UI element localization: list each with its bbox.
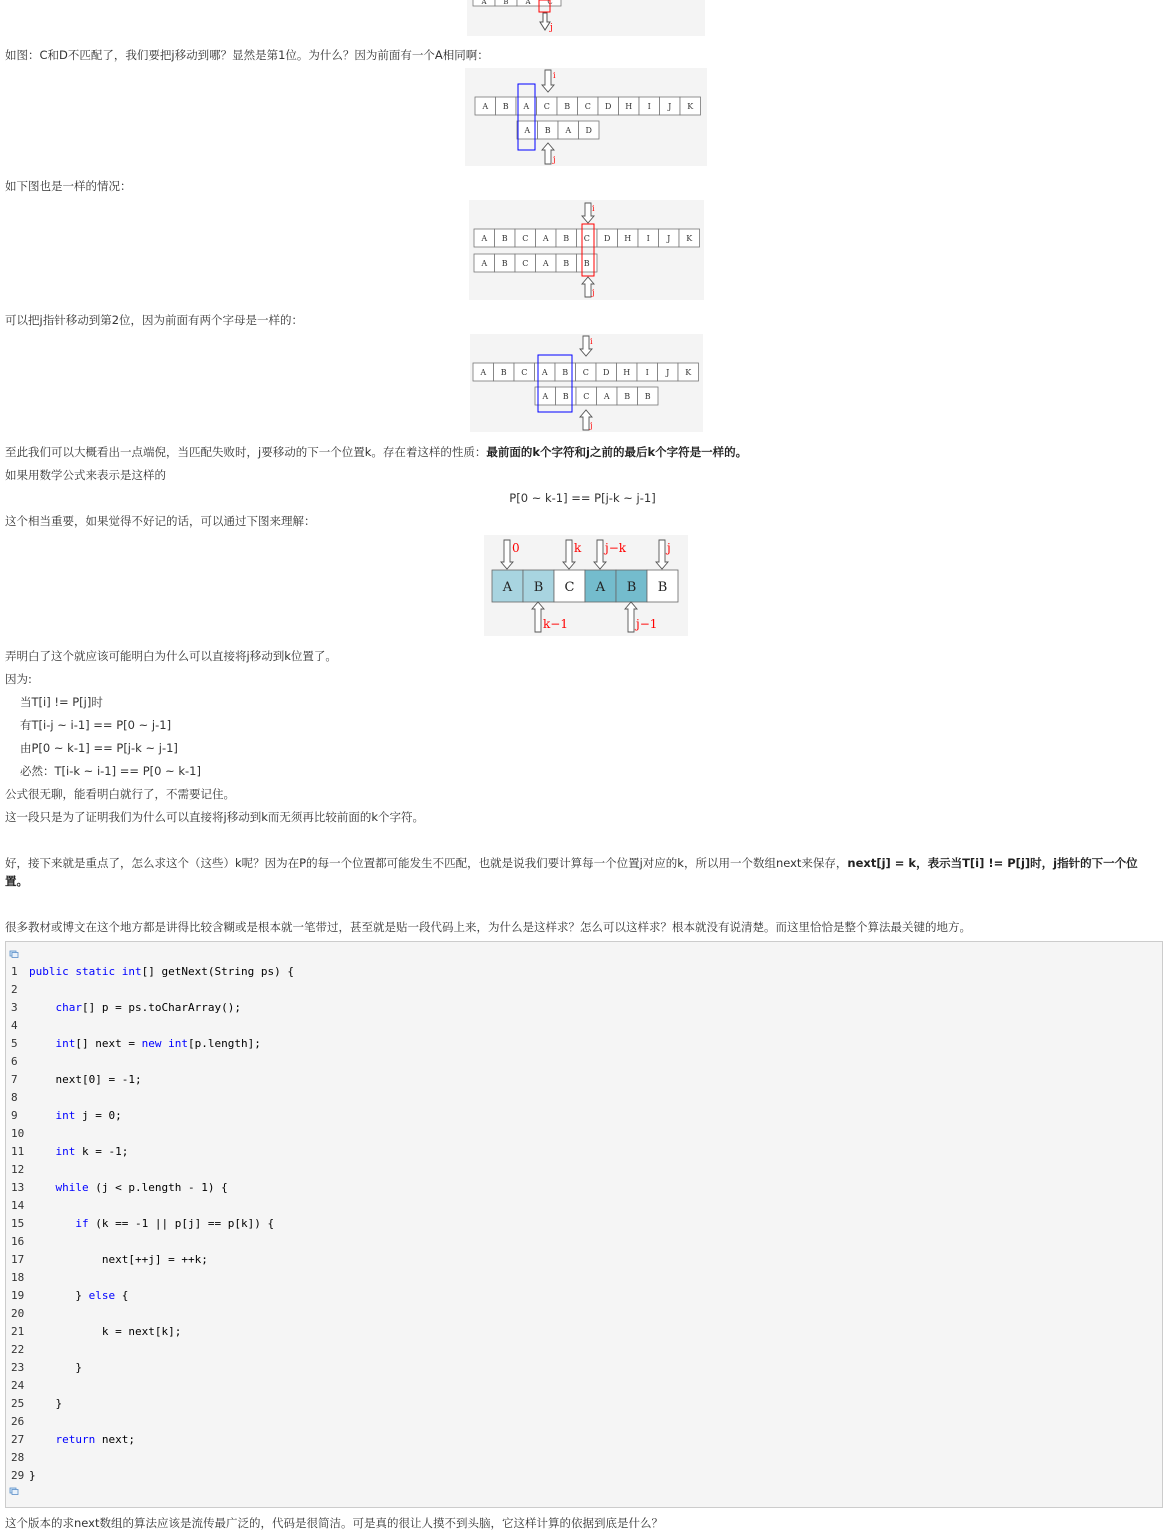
fig3-text-letter-8: I bbox=[645, 368, 649, 377]
fig1-pattern-letter-3: D bbox=[585, 126, 592, 135]
paragraph-7: 弄明白了这个就应该可能明白为什么可以直接将j移动到k位置了。 bbox=[5, 649, 337, 663]
code-line bbox=[11, 1107, 122, 1125]
fig2-pattern-letter-1: B bbox=[501, 259, 508, 268]
code-text: public static int[] getNext(String ps) { bbox=[29, 965, 294, 978]
line-number: 23 bbox=[11, 1361, 25, 1374]
line-number: 17 bbox=[11, 1253, 25, 1266]
fig4-top-label-1: k bbox=[574, 541, 582, 555]
fig1-text-letter-2: A bbox=[523, 102, 530, 111]
line-number: 11 bbox=[11, 1145, 25, 1158]
figure-2-svg bbox=[469, 200, 704, 300]
fig1-label-i: i bbox=[553, 71, 556, 80]
line-number: 12 bbox=[11, 1163, 25, 1176]
fig2-text-letter-5: C bbox=[583, 234, 590, 243]
copy-code-icon[interactable] bbox=[9, 950, 19, 958]
line-number: 20 bbox=[11, 1307, 25, 1320]
fig2-text-letter-2: C bbox=[522, 234, 529, 243]
code-line bbox=[11, 1233, 29, 1251]
fig2-text-letter-0: A bbox=[481, 234, 488, 243]
fig1-text-letter-6: D bbox=[605, 102, 612, 111]
figure-3-svg bbox=[470, 334, 703, 432]
code-line bbox=[11, 1179, 228, 1197]
paragraph-10: 这一段只是为了证明我们为什么可以直接将j移动到k而无须再比较前面的k个字符。 bbox=[5, 810, 425, 824]
code-line bbox=[11, 1413, 29, 1431]
fig2-pattern-letter-4: B bbox=[563, 259, 570, 268]
code-text: int k = -1; bbox=[55, 1145, 129, 1158]
proof-line-3: 由P[0 ~ k-1] == P[j-k ~ j-1] bbox=[20, 741, 178, 755]
code-line bbox=[11, 1395, 62, 1413]
fig2-text-letter-1: B bbox=[501, 234, 508, 243]
fig2-pattern-letter-0: A bbox=[481, 259, 488, 268]
paragraph-1: 如图：C和D不匹配了，我们要把j移动到哪？显然是第1位。为什么？因为前面有一个A相同啊： bbox=[5, 48, 489, 62]
figure-2 bbox=[469, 200, 704, 300]
line-number: 6 bbox=[11, 1055, 18, 1068]
line-number: 24 bbox=[11, 1379, 25, 1392]
code-line bbox=[11, 1431, 135, 1449]
fig4-top-label-2: j−k bbox=[605, 541, 627, 555]
fig3-text-letter-4: B bbox=[562, 368, 569, 377]
line-number: 9 bbox=[11, 1109, 18, 1122]
paragraph-13: 这个版本的求next数组的算法应该是流传最广泛的，代码是很简洁。可是真的很让人摸不到头脑，它这样计算的依据到底是什么？ bbox=[5, 1516, 663, 1530]
fig3-label-j: j bbox=[590, 421, 593, 430]
paragraph-11 bbox=[5, 855, 1138, 871]
code-text: } bbox=[29, 1469, 36, 1482]
fig4-letter-1: B bbox=[533, 580, 544, 595]
code-line bbox=[11, 1251, 208, 1269]
fig1-text-letter-0: A bbox=[482, 102, 489, 111]
fig1-text-letter-1: B bbox=[502, 102, 509, 111]
fig2-text-letter-9: J bbox=[667, 234, 671, 243]
paragraph-2: 如下图也是一样的情况： bbox=[5, 179, 132, 193]
fig4-top-label-3: j bbox=[667, 541, 671, 555]
fig4-top-label-0: 0 bbox=[512, 541, 520, 555]
code-line bbox=[11, 1341, 29, 1359]
fig3-pattern-letter-3: A bbox=[603, 392, 610, 401]
line-number: 25 bbox=[11, 1397, 25, 1410]
line-number: 13 bbox=[11, 1181, 25, 1194]
line-number: 21 bbox=[11, 1325, 25, 1338]
code-line bbox=[11, 1071, 142, 1089]
code-line bbox=[11, 963, 294, 981]
paragraph-11-lead: 好，接下来就是重点了，怎么求这个（这些）k呢？因为在P的每一个位置都可能发生不匹配，也就是说我们要计算每一个位置j对应的k，所以用一个数组next来保存， bbox=[5, 856, 848, 870]
paragraph-11-bold-2: 置。 bbox=[5, 874, 28, 888]
code-text: int j = 0; bbox=[55, 1109, 122, 1122]
code-line bbox=[11, 1323, 181, 1341]
fig3-text-letter-10: K bbox=[685, 368, 692, 377]
fig3-pattern-letter-0: A bbox=[542, 392, 549, 401]
line-number: 5 bbox=[11, 1037, 18, 1050]
line-number: 3 bbox=[11, 1001, 18, 1014]
paragraph-4 bbox=[5, 444, 747, 460]
figure-0 bbox=[467, 0, 705, 36]
code-line bbox=[11, 1449, 29, 1467]
code-line bbox=[11, 1143, 128, 1161]
code-line bbox=[11, 999, 241, 1017]
fig2-text-letter-8: I bbox=[646, 234, 650, 243]
fig3-pattern-letter-2: C bbox=[583, 392, 590, 401]
code-text: if (k == -1 || p[j] == p[k]) { bbox=[75, 1217, 275, 1230]
code-text: } else { bbox=[29, 1289, 129, 1302]
code-line bbox=[11, 1377, 29, 1395]
line-number: 1 bbox=[11, 965, 18, 978]
fig3-text-letter-6: D bbox=[603, 368, 610, 377]
fig1-text-letter-9: J bbox=[668, 102, 672, 111]
line-number: 19 bbox=[11, 1289, 25, 1302]
fig3-pattern-letter-5: B bbox=[644, 392, 651, 401]
fig1-pattern-letter-1: B bbox=[544, 126, 551, 135]
code-text: next[++j] = ++k; bbox=[101, 1253, 208, 1266]
fig0-letter-0: A bbox=[481, 0, 487, 6]
pointer-label: j bbox=[550, 23, 553, 33]
line-number: 15 bbox=[11, 1217, 25, 1230]
code-text: return next; bbox=[55, 1433, 135, 1446]
fig3-text-letter-3: A bbox=[541, 368, 548, 377]
paragraph-3: 可以把j指针移动到第2位，因为前面有两个字母是一样的： bbox=[5, 313, 304, 327]
paragraph-5: 如果用数学公式来表示是这样的 bbox=[5, 468, 166, 482]
code-line bbox=[11, 1089, 29, 1107]
code-text: char[] p = ps.toCharArray(); bbox=[55, 1001, 241, 1014]
code-line bbox=[11, 1215, 274, 1233]
fig3-text-letter-1: B bbox=[500, 368, 507, 377]
paragraph-4-lead: 至此我们可以大概看出一点端倪，当匹配失败时，j要移动的下一个位置k。存在着这样的性质： bbox=[5, 445, 487, 459]
fig1-text-letter-8: I bbox=[647, 102, 651, 111]
code-line bbox=[11, 1053, 29, 1071]
fig3-text-letter-5: C bbox=[582, 368, 589, 377]
fig1-text-letter-3: C bbox=[543, 102, 550, 111]
line-number: 18 bbox=[11, 1271, 25, 1284]
paragraph-12: 很多教材或博文在这个地方都是讲得比较含糊或是根本就一笔带过，甚至就是贴一段代码上来，为什么是这样求？怎么可以这样求？根本就没有说清楚。而这里恰恰是整个算法最关键的地方。 bbox=[5, 920, 971, 934]
fig2-pattern-letter-2: C bbox=[522, 259, 529, 268]
fig3-pattern-letter-1: B bbox=[562, 392, 569, 401]
proof-line-2: 有T[i-j ~ i-1] == P[0 ~ j-1] bbox=[20, 718, 172, 732]
code-line bbox=[11, 1035, 261, 1053]
line-number: 14 bbox=[11, 1199, 25, 1212]
fig0-letter-1: B bbox=[503, 0, 509, 6]
fig0-letter-3: C bbox=[547, 0, 553, 6]
line-number: 27 bbox=[11, 1433, 25, 1446]
line-number: 28 bbox=[11, 1451, 25, 1464]
code-line bbox=[11, 1467, 36, 1485]
pointer-arrow-icon bbox=[540, 13, 550, 30]
figure-4 bbox=[484, 535, 688, 636]
paragraph-9: 公式很无聊，能看明白就行了，不需要记住。 bbox=[5, 787, 235, 801]
line-number: 29 bbox=[11, 1469, 25, 1482]
fig1-pattern-letter-2: A bbox=[565, 126, 572, 135]
fig1-text-letter-10: K bbox=[687, 102, 694, 111]
code-line bbox=[11, 1287, 128, 1305]
copy-code-icon-bottom[interactable] bbox=[9, 1487, 19, 1495]
fig2-text-letter-4: B bbox=[563, 234, 570, 243]
fig3-label-i: i bbox=[590, 337, 593, 346]
code-line bbox=[11, 1125, 29, 1143]
fig3-pattern-letter-4: B bbox=[624, 392, 631, 401]
fig4-letter-4: B bbox=[626, 580, 637, 595]
code-block bbox=[5, 941, 1163, 1508]
fig4-letter-2: C bbox=[564, 580, 575, 595]
fig1-text-letter-5: C bbox=[584, 102, 591, 111]
line-number: 2 bbox=[11, 983, 18, 996]
figure-3 bbox=[470, 334, 703, 432]
code-text: k = next[k]; bbox=[101, 1325, 182, 1338]
code-text: int[] next = new int[p.length]; bbox=[55, 1037, 261, 1050]
fig2-text-letter-3: A bbox=[542, 234, 549, 243]
fig2-label-i: i bbox=[592, 204, 595, 213]
figure-1 bbox=[465, 68, 707, 166]
line-number: 7 bbox=[11, 1073, 18, 1086]
figure-0-svg bbox=[467, 0, 705, 36]
code-text: } bbox=[29, 1361, 82, 1374]
code-line bbox=[11, 1359, 82, 1377]
fig1-text-letter-7: H bbox=[625, 102, 633, 111]
fig3-text-letter-2: C bbox=[521, 368, 528, 377]
code-line bbox=[11, 981, 29, 999]
line-number: 8 bbox=[11, 1091, 18, 1104]
fig2-text-letter-10: K bbox=[686, 234, 693, 243]
fig2-pattern-letter-5: B bbox=[583, 259, 590, 268]
line-number: 16 bbox=[11, 1235, 25, 1248]
fig2-label-j: j bbox=[592, 288, 595, 297]
code-line bbox=[11, 1017, 29, 1035]
code-line bbox=[11, 1269, 29, 1287]
paragraph-6: 这个相当重要，如果觉得不好记的话，可以通过下图来理解： bbox=[5, 514, 316, 528]
fig2-pattern-letter-3: A bbox=[542, 259, 549, 268]
code-line bbox=[11, 1161, 29, 1179]
line-number: 10 bbox=[11, 1127, 25, 1140]
figure-4-svg bbox=[484, 535, 688, 636]
fig1-text-letter-4: B bbox=[564, 102, 571, 111]
code-line bbox=[11, 1305, 29, 1323]
figure-1-svg bbox=[465, 68, 707, 166]
formula: P[0 ~ k-1] == P[j-k ~ j-1] bbox=[509, 491, 656, 505]
fig2-text-letter-6: D bbox=[604, 234, 611, 243]
fig1-pattern-letter-0: A bbox=[524, 126, 531, 135]
fig4-bottom-label-0: k−1 bbox=[543, 617, 568, 631]
fig3-text-letter-7: H bbox=[623, 368, 631, 377]
fig3-text-letter-9: J bbox=[666, 368, 670, 377]
fig1-label-j: j bbox=[553, 155, 556, 164]
paragraph-4-bold: 最前面的k个字符和j之前的最后k个字符是一样的。 bbox=[486, 445, 748, 459]
fig2-text-letter-7: H bbox=[624, 234, 632, 243]
line-number: 26 bbox=[11, 1415, 25, 1428]
code-text: } bbox=[29, 1397, 63, 1410]
code-line bbox=[11, 1197, 29, 1215]
fig4-letter-0: A bbox=[502, 580, 513, 595]
fig4-bottom-label-1: j−1 bbox=[636, 617, 658, 631]
fig1-match-box bbox=[518, 84, 535, 150]
code-text: while (j < p.length - 1) { bbox=[55, 1181, 228, 1194]
proof-line-1: 当T[i] != P[j]时 bbox=[20, 695, 103, 709]
line-number: 4 bbox=[11, 1019, 18, 1032]
paragraph-8: 因为: bbox=[5, 672, 32, 686]
paragraph-11-cont bbox=[5, 873, 28, 889]
proof-line-4: 必然：T[i-k ~ i-1] == P[0 ~ k-1] bbox=[20, 764, 201, 778]
fig4-letter-3: A bbox=[595, 580, 606, 595]
line-number: 22 bbox=[11, 1343, 25, 1356]
fig4-letter-5: B bbox=[657, 580, 668, 595]
paragraph-11-bold: next[j] = k，表示当T[i] != P[j]时，j指针的下一个位 bbox=[847, 856, 1138, 870]
fig3-text-letter-0: A bbox=[480, 368, 487, 377]
code-text: next[0] = -1; bbox=[55, 1073, 142, 1086]
fig0-letter-2: A bbox=[525, 0, 531, 6]
